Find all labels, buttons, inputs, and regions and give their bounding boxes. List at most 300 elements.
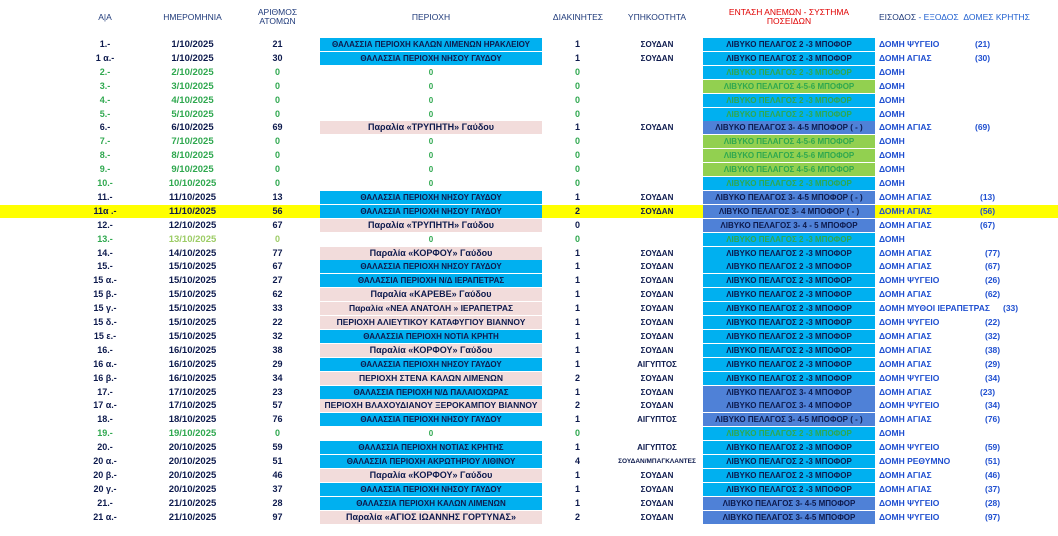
table-row xyxy=(0,260,1058,273)
table-row xyxy=(0,511,1058,524)
row-people-count: 37 xyxy=(272,483,283,494)
row-area: ΠΕΡΙΟΧΗ ΑΛΙΕΥΤΙΚΟΥ ΚΑΤΑΦΥΓΙΟΥ ΒΙΑΝΝΟΥ xyxy=(320,316,542,329)
row-number: 1 α.- xyxy=(95,52,115,63)
row-wind: ΛΙΒΥΚΟ ΠΕΛΑΓΟΣ 2 -3 ΜΠΟΦΟΡ xyxy=(703,177,875,190)
row-wind: ΛΙΒΥΚΟ ΠΕΛΑΓΟΣ 2 -3 ΜΠΟΦΟΡ xyxy=(703,66,875,79)
row-number: 1.- xyxy=(99,39,111,49)
header-entry: ΕΙΣΟΔΟΣ - ΕΞΟΔΟΣ ΔΟΜΕΣ ΚΡΗΤΗΣ xyxy=(879,11,1030,22)
row-entry xyxy=(879,274,1049,287)
row-entry-count: (76) xyxy=(985,414,1001,425)
row-people-count: 57 xyxy=(272,400,283,411)
row-wind: ΛΙΒΥΚΟ ΠΕΛΑΓΟΣ 3- 4-5 ΜΠΟΦΟΡ ( - ) xyxy=(703,413,875,426)
row-date: 16/10/2025 xyxy=(168,358,217,370)
row-date: 20/10/2025 xyxy=(168,469,217,481)
row-date: 4/10/2025 xyxy=(171,94,214,106)
row-date: 20/10/2025 xyxy=(168,483,217,495)
row-number: 5.- xyxy=(99,108,111,119)
row-nationality: ΣΟΥΔΑΝ xyxy=(640,331,674,341)
row-date: 15/10/2025 xyxy=(168,261,217,273)
row-date: 14/10/2025 xyxy=(168,247,217,259)
row-people-count: 76 xyxy=(272,414,283,425)
row-number: 15 δ.- xyxy=(93,317,117,327)
row-wind: ΛΙΒΥΚΟ ΠΕΛΑΓΟΣ 2 -3 ΜΠΟΦΟΡ xyxy=(703,302,875,315)
row-number: 2.- xyxy=(99,66,111,77)
row-entry-count: (62) xyxy=(985,289,1001,300)
row-people-count: 38 xyxy=(272,344,283,355)
row-nationality xyxy=(612,108,702,121)
row-area: ΘΑΛΑΣΣΙΑ ΠΕΡΙΟΧΗ ΑΚΡΩΤΗΡΙΟΥ ΛΙΘΙΝΟΥ xyxy=(320,455,542,468)
row-entry-facility: ΔΟΜΗ xyxy=(879,94,905,105)
row-number: 20 α.- xyxy=(93,456,117,466)
row-nationality: ΣΟΥΔΑΝ xyxy=(640,304,674,314)
table-row xyxy=(0,191,1058,204)
row-entry xyxy=(879,330,1049,343)
row-wind: ΛΙΒΥΚΟ ΠΕΛΑΓΟΣ 2 -3 ΜΠΟΦΟΡ xyxy=(703,288,875,301)
row-entry-count: (29) xyxy=(985,358,1001,369)
row-rescuers: 1 xyxy=(574,483,580,494)
row-number: 20 γ.- xyxy=(93,483,117,494)
row-number: 17.- xyxy=(97,386,113,397)
row-date: 6/10/2025 xyxy=(171,122,214,134)
row-entry xyxy=(879,358,1049,371)
row-number: 6.- xyxy=(99,122,111,133)
row-rescuers: 0 xyxy=(574,80,580,91)
row-people-count: 77 xyxy=(272,247,283,258)
row-date: 20/10/2025 xyxy=(168,456,217,467)
row-area: 0 xyxy=(428,109,434,119)
row-rescuers: 1 xyxy=(574,191,580,202)
row-number: 4.- xyxy=(99,94,111,105)
row-wind: ΛΙΒΥΚΟ ΠΕΛΑΓΟΣ 3- 4-5 ΜΠΟΦΟΡ ( - ) xyxy=(703,191,875,204)
table-row xyxy=(0,80,1058,93)
row-people-count: 0 xyxy=(274,178,280,188)
row-entry xyxy=(879,260,1049,273)
row-people-count: 29 xyxy=(272,358,283,369)
row-rescuers: 1 xyxy=(574,122,580,133)
row-area: ΘΑΛΑΣΣΙΑ ΠΕΡΙΟΧΗ ΝΗΣΟΥ ΓΑΥΔΟΥ xyxy=(320,205,542,218)
row-entry-facility: ΔΟΜΗ ΑΓΙΑΣ xyxy=(879,52,932,63)
row-area: ΠΕΡΙΟΧΗ ΣΤΕΝΑ ΚΑΛΩΝ ΛΙΜΕΝΩΝ xyxy=(320,372,542,385)
row-rescuers: 1 xyxy=(574,52,580,63)
table-row xyxy=(0,163,1058,176)
row-entry xyxy=(879,413,1049,426)
row-entry-count: (13) xyxy=(980,191,996,202)
row-rescuers: 0 xyxy=(574,233,580,244)
row-entry-count: (22) xyxy=(985,317,1001,327)
row-entry-count: (46) xyxy=(985,469,1001,480)
row-entry-count: (21) xyxy=(975,39,991,49)
row-date: 16/10/2025 xyxy=(168,372,217,384)
header-area: ΠΕΡΙΟΧΗ xyxy=(411,11,451,22)
row-entry-facility: ΔΟΜΗ ΑΓΙΑΣ xyxy=(879,219,932,230)
row-people-count: 13 xyxy=(272,191,283,202)
row-nationality xyxy=(612,177,702,190)
row-entry xyxy=(879,427,1049,440)
row-people-count: 51 xyxy=(272,456,283,466)
row-rescuers: 0 xyxy=(574,66,580,77)
row-rescuers: 0 xyxy=(574,428,580,439)
row-area: Παραλία «ΤΡΥΠΗΤΗ» Γαύδου xyxy=(320,121,542,134)
row-entry xyxy=(879,455,1049,468)
row-date: 9/10/2025 xyxy=(171,164,214,176)
row-date: 17/10/2025 xyxy=(168,400,217,412)
row-entry xyxy=(879,483,1049,496)
row-nationality xyxy=(612,66,702,79)
row-entry xyxy=(879,247,1049,260)
row-entry xyxy=(879,386,1049,399)
row-entry-facility: ΔΟΜΗ ΨΥΓΕΙΟ xyxy=(879,372,940,383)
row-entry xyxy=(879,191,1049,204)
row-number: 12.- xyxy=(97,219,113,230)
row-people-count: 23 xyxy=(272,386,283,397)
row-area: 0 xyxy=(428,67,434,77)
row-area: ΘΑΛΑΣΣΙΑ ΠΕΡΙΟΧΗ ΝΟΤΙΑ ΚΡΗΤΗ xyxy=(320,330,542,343)
row-area: 0 xyxy=(428,137,434,147)
row-date: 3/10/2025 xyxy=(171,80,214,92)
table-row xyxy=(0,330,1058,343)
row-area: ΘΑΛΑΣΣΙΑ ΠΕΡΙΟΧΗ ΝΗΣΟΥ ΓΑΥΔΟΥ xyxy=(320,413,542,426)
row-area: ΘΑΛΑΣΣΙΑ ΠΕΡΙΟΧΗ ΝΗΣΟΥ ΓΑΥΔΟΥ xyxy=(320,52,542,65)
header-aa: Α|Α xyxy=(98,11,112,22)
table-row xyxy=(0,177,1058,190)
row-wind: ΛΙΒΥΚΟ ΠΕΛΑΓΟΣ 4-5-6 ΜΠΟΦΟΡ xyxy=(703,163,875,176)
row-entry-facility: ΔΟΜΗ ΨΥΓΕΙΟ xyxy=(879,39,940,49)
row-area: Παραλία «ΝΕΑ ΑΝΑΤΟΛΗ » ΙΕΡΑΠΕΤΡΑΣ xyxy=(320,302,542,315)
row-rescuers: 2 xyxy=(574,400,580,411)
row-nationality: ΣΟΥΔΑΝ xyxy=(640,290,674,300)
row-entry-facility: ΔΟΜΗ ΑΓΙΑΣ xyxy=(879,414,932,425)
table-row xyxy=(0,469,1058,482)
row-rescuers: 0 xyxy=(574,108,580,119)
row-nationality: ΣΟΥΔΑΝ/ΜΠΑΓΚΛΑΝΤΕΣ xyxy=(618,458,696,465)
row-date: 11/10/2025 xyxy=(168,191,217,203)
row-area: Παραλία «ΚΑΡΕΒΕ» Γαύδου xyxy=(320,288,542,301)
row-entry-facility: ΔΟΜΗ xyxy=(879,150,905,161)
row-date: 20/10/2025 xyxy=(168,442,217,454)
header-date: ΗΜΕΡΟΜΗΝΙΑ xyxy=(163,11,222,22)
row-date: 7/10/2025 xyxy=(171,136,214,148)
row-people-count: 0 xyxy=(274,108,280,119)
row-nationality xyxy=(612,219,702,232)
row-entry-facility: ΔΟΜΗ ΨΥΓΕΙΟ xyxy=(879,497,940,508)
row-people-count: 62 xyxy=(272,289,283,300)
row-date: 8/10/2025 xyxy=(171,150,214,162)
row-entry-count: (37) xyxy=(985,483,1001,494)
row-nationality xyxy=(612,427,702,440)
row-number: 11α .- xyxy=(93,205,117,216)
table-row xyxy=(0,121,1058,134)
row-entry xyxy=(879,469,1049,482)
row-nationality: ΣΟΥΔΑΝ xyxy=(640,276,674,286)
row-entry xyxy=(879,497,1049,510)
row-nationality: ΣΟΥΔΑΝ xyxy=(640,206,674,216)
row-number: 15 γ.- xyxy=(93,303,117,314)
row-wind: ΛΙΒΥΚΟ ΠΕΛΑΓΟΣ 4-5-6 ΜΠΟΦΟΡ xyxy=(703,80,875,93)
row-nationality: ΣΟΥΔΑΝ xyxy=(640,262,674,272)
row-entry-facility: ΔΟΜΗ xyxy=(879,108,905,119)
row-people-count: 0 xyxy=(274,80,280,91)
row-wind: ΛΙΒΥΚΟ ΠΕΛΑΓΟΣ 2 -3 ΜΠΟΦΟΡ xyxy=(703,330,875,343)
row-date: 19/10/2025 xyxy=(168,428,217,440)
table-row xyxy=(0,386,1058,399)
row-area: Παραλία «ΤΡΥΠΗΤΗ» Γαύδου xyxy=(320,219,542,232)
row-wind: ΛΙΒΥΚΟ ΠΕΛΑΓΟΣ 2 -3 ΜΠΟΦΟΡ xyxy=(703,344,875,357)
row-people-count: 0 xyxy=(274,66,280,77)
row-entry-facility: ΔΟΜΗ xyxy=(879,164,905,175)
row-area: ΘΑΛΑΣΣΙΑ ΠΕΡΙΟΧΗ ΝΗΣΟΥ ΓΑΥΔΟΥ xyxy=(320,260,542,273)
row-nationality: ΣΟΥΔΑΝ xyxy=(640,512,674,522)
row-entry-count: (34) xyxy=(985,372,1001,383)
row-rescuers: 1 xyxy=(574,261,580,272)
row-entry-facility: ΔΟΜΗ ΑΓΙΑΣ xyxy=(879,358,932,369)
row-entry-count: (33) xyxy=(1003,303,1019,314)
row-entry xyxy=(879,441,1049,454)
row-rescuers: 1 xyxy=(574,289,580,300)
row-nationality: ΣΟΥΔΑΝ xyxy=(640,345,674,355)
row-entry-facility: ΔΟΜΗ ΑΓΙΑΣ xyxy=(879,191,932,202)
row-rescuers: 1 xyxy=(574,344,580,355)
row-rescuers: 2 xyxy=(574,511,580,522)
row-wind: ΛΙΒΥΚΟ ΠΕΛΑΓΟΣ 2 -3 ΜΠΟΦΟΡ xyxy=(703,260,875,273)
row-rescuers: 1 xyxy=(574,330,580,341)
table-row xyxy=(0,399,1058,412)
row-entry xyxy=(879,121,1049,134)
table-row xyxy=(0,247,1058,260)
row-entry-facility: ΔΟΜΗ xyxy=(879,66,905,77)
table-row xyxy=(0,38,1058,51)
row-entry xyxy=(879,316,1049,329)
row-entry-count: (97) xyxy=(985,511,1001,522)
row-wind: ΛΙΒΥΚΟ ΠΕΛΑΓΟΣ 2 -3 ΜΠΟΦΟΡ xyxy=(703,358,875,371)
row-entry-facility: ΔΟΜΗ ΨΥΓΕΙΟ xyxy=(879,400,940,411)
row-entry-facility: ΔΟΜΗ ΨΥΓΕΙΟ xyxy=(879,275,940,286)
row-number: 15 β.- xyxy=(93,289,117,300)
row-number: 13.- xyxy=(97,233,113,244)
row-people-count: 56 xyxy=(272,205,283,216)
row-date: 17/10/2025 xyxy=(168,386,217,398)
row-people-count: 0 xyxy=(274,136,280,147)
row-area: 0 xyxy=(428,234,434,244)
row-number: 9.- xyxy=(99,164,111,175)
row-nationality xyxy=(612,94,702,107)
row-date: 21/10/2025 xyxy=(168,511,217,523)
row-entry-facility: ΔΟΜΗ ΑΓΙΑΣ xyxy=(879,289,932,300)
row-people-count: 33 xyxy=(272,303,283,314)
row-entry-facility: ΔΟΜΗ ΜΥΘΟΙ ΙΕΡΑΠΕΤΡΑΣ xyxy=(879,303,990,314)
table-row xyxy=(0,455,1058,468)
row-people-count: 0 xyxy=(274,233,280,244)
row-entry xyxy=(879,344,1049,357)
row-entry xyxy=(879,163,1049,176)
table-row xyxy=(0,205,1058,218)
row-entry xyxy=(879,399,1049,412)
table-row xyxy=(0,497,1058,510)
row-entry-facility: ΔΟΜΗ ΑΓΙΑΣ xyxy=(879,344,932,355)
row-people-count: 69 xyxy=(272,122,283,133)
row-date: 16/10/2025 xyxy=(168,344,217,356)
row-area: Παραλία «ΑΓΙΟΣ ΙΩΑΝΝΗΣ ΓΟΡΤΥΝΑΣ» xyxy=(320,511,542,524)
table-row xyxy=(0,219,1058,232)
row-rescuers: 1 xyxy=(574,247,580,258)
row-number: 16 β.- xyxy=(93,372,117,383)
row-area: 0 xyxy=(428,95,434,105)
row-people-count: 0 xyxy=(274,428,280,439)
row-number: 10.- xyxy=(97,178,113,188)
row-entry-facility: ΔΟΜΗ ΑΓΙΑΣ xyxy=(879,261,932,272)
header-nationality: ΥΠΗΚΟΟΤΗΤΑ xyxy=(627,11,687,22)
row-people-count: 0 xyxy=(274,94,280,105)
row-nationality xyxy=(612,163,702,176)
header-wind: ΕΝΤΑΣΗ ΑΝΕΜΩΝ - ΣΥΣΤΗΜΑ ΠΟΣΕΙΔΩΝ xyxy=(728,7,850,26)
row-nationality: ΣΟΥΔΑΝ xyxy=(640,248,674,258)
row-date: 13/10/2025 xyxy=(168,233,217,245)
row-area: ΘΑΛΑΣΣΙΑ ΠΕΡΙΟΧΗ ΝΗΣΟΥ ΓΑΥΔΟΥ xyxy=(320,191,542,204)
row-entry-count: (59) xyxy=(985,442,1001,453)
row-number: 15 α.- xyxy=(93,275,117,286)
row-entry-facility: ΔΟΜΗ ΑΓΙΑΣ xyxy=(879,469,932,480)
row-wind: ΛΙΒΥΚΟ ΠΕΛΑΓΟΣ 2 -3 ΜΠΟΦΟΡ xyxy=(703,233,875,246)
row-date: 15/10/2025 xyxy=(168,289,217,301)
row-entry-count: (56) xyxy=(980,205,996,216)
row-wind: ΛΙΒΥΚΟ ΠΕΛΑΓΟΣ 2 -3 ΜΠΟΦΟΡ xyxy=(703,316,875,329)
row-rescuers: 1 xyxy=(574,469,580,480)
row-wind: ΛΙΒΥΚΟ ΠΕΛΑΓΟΣ 2 -3 ΜΠΟΦΟΡ xyxy=(703,455,875,468)
row-entry xyxy=(879,177,1049,190)
row-nationality: ΣΟΥΔΑΝ xyxy=(640,40,674,49)
row-area: ΘΑΛΑΣΣΙΑ ΠΕΡΙΟΧΗ ΚΑΛΩΝ ΛΙΜΕΝΩΝ xyxy=(320,497,542,510)
row-entry-count: (23) xyxy=(980,386,996,397)
row-rescuers: 1 xyxy=(574,39,580,49)
row-rescuers: 1 xyxy=(574,275,580,286)
row-rescuers: 0 xyxy=(574,136,580,147)
row-people-count: 30 xyxy=(272,52,283,63)
row-number: 21 α.- xyxy=(93,511,117,522)
row-nationality: ΣΟΥΔΑΝ xyxy=(640,498,674,508)
row-entry xyxy=(879,219,1049,232)
row-wind: ΛΙΒΥΚΟ ΠΕΛΑΓΟΣ 2 -3 ΜΠΟΦΟΡ xyxy=(703,274,875,287)
row-wind: ΛΙΒΥΚΟ ΠΕΛΑΓΟΣ 3- 4 ΜΠΟΦΟΡ xyxy=(703,399,875,412)
row-wind: ΛΙΒΥΚΟ ΠΕΛΑΓΟΣ 3- 4 ΜΠΟΦΟΡ ( - ) xyxy=(703,205,875,218)
row-number: 15 ε.- xyxy=(93,330,117,341)
row-wind: ΛΙΒΥΚΟ ΠΕΛΑΓΟΣ 2 -3 ΜΠΟΦΟΡ xyxy=(703,469,875,482)
row-wind: ΛΙΒΥΚΟ ΠΕΛΑΓΟΣ 3- 4-5 ΜΠΟΦΟΡ xyxy=(703,511,875,524)
header-rescuers: ΔΙΑΚΙΝΗΤΕΣ xyxy=(552,11,604,22)
row-area: ΘΑΛΑΣΣΙΑ ΠΕΡΙΟΧΗ ΝΟΤΙΑΣ ΚΡΗΤΗΣ xyxy=(320,441,542,454)
row-entry xyxy=(879,135,1049,148)
row-people-count: 28 xyxy=(272,497,283,508)
row-entry-facility: ΔΟΜΗ ΑΓΙΑΣ xyxy=(879,483,932,494)
row-nationality: ΑΙΓΥΠΤΟΣ xyxy=(637,359,677,369)
row-nationality xyxy=(612,233,702,246)
table-row xyxy=(0,274,1058,287)
table-row xyxy=(0,52,1058,65)
row-rescuers: 1 xyxy=(574,414,580,425)
row-area: ΘΑΛΑΣΣΙΑ ΠΕΡΙΟΧΗ ΚΑΛΩΝ ΛΙΜΕΝΩΝ ΗΡΑΚΛΕΙΟΥ xyxy=(320,38,542,51)
row-nationality: ΣΟΥΔΑΝ xyxy=(640,53,674,63)
row-nationality: ΣΟΥΔΑΝ xyxy=(640,484,674,494)
row-people-count: 32 xyxy=(272,330,283,341)
row-number: 19.- xyxy=(97,428,113,439)
table-row xyxy=(0,316,1058,329)
row-rescuers: 1 xyxy=(574,358,580,369)
row-entry xyxy=(879,66,1049,79)
row-area: ΠΕΡΙΟΧΗ ΒΛΑΧΟΥΔΙΑΝΟΥ ΞΕΡΟΚΑΜΠΟΥ ΒΙΑΝΝΟΥ xyxy=(320,399,542,412)
row-rescuers: 1 xyxy=(574,386,580,397)
row-entry xyxy=(879,233,1049,246)
table-row xyxy=(0,427,1058,440)
table-row xyxy=(0,302,1058,315)
row-entry-facility: ΔΟΜΗ xyxy=(879,178,905,188)
row-number: 11.- xyxy=(97,191,113,202)
row-area: 0 xyxy=(428,151,434,161)
row-rescuers: 1 xyxy=(574,497,580,508)
row-date: 15/10/2025 xyxy=(168,317,217,328)
table-row xyxy=(0,233,1058,246)
row-rescuers: 0 xyxy=(574,94,580,105)
row-rescuers: 1 xyxy=(574,442,580,453)
table-row xyxy=(0,358,1058,371)
row-date: 15/10/2025 xyxy=(168,275,217,287)
row-area: Παραλία «ΚΟΡΦΟΥ» Γαύδου xyxy=(320,247,542,260)
row-entry-facility: ΔΟΜΗ xyxy=(879,428,905,439)
row-number: 16 α.- xyxy=(93,358,117,369)
row-nationality: ΑΙΓΥΠΤΟΣ xyxy=(637,443,677,453)
row-nationality: ΣΟΥΔΑΝ xyxy=(640,123,674,133)
row-wind: ΛΙΒΥΚΟ ΠΕΛΑΓΟΣ 4-5-6 ΜΠΟΦΟΡ xyxy=(703,149,875,162)
row-entry-count: (28) xyxy=(985,497,1001,508)
table-row xyxy=(0,413,1058,426)
row-people-count: 0 xyxy=(274,150,280,161)
row-rescuers: 2 xyxy=(574,205,580,216)
row-area: 0 xyxy=(428,429,434,439)
row-date: 5/10/2025 xyxy=(171,108,214,120)
row-nationality: ΣΟΥΔΑΝ xyxy=(640,401,674,411)
row-area: ΘΑΛΑΣΣΙΑ ΠΕΡΙΟΧΗ Ν/Δ ΙΕΡΑΠΕΤΡΑΣ xyxy=(320,274,542,287)
row-people-count: 22 xyxy=(272,317,283,327)
row-people-count: 0 xyxy=(274,164,280,175)
row-wind: ΛΙΒΥΚΟ ΠΕΛΑΓΟΣ 2 -3 ΜΠΟΦΟΡ xyxy=(703,52,875,65)
row-people-count: 21 xyxy=(272,39,283,49)
row-people-count: 46 xyxy=(272,469,283,480)
row-date: 18/10/2025 xyxy=(168,414,217,426)
row-entry-count: (67) xyxy=(985,261,1001,272)
row-entry-facility: ΔΟΜΗ xyxy=(879,233,905,244)
row-date: 1/10/2025 xyxy=(171,52,214,64)
row-wind: ΛΙΒΥΚΟ ΠΕΛΑΓΟΣ 2 -3 ΜΠΟΦΟΡ xyxy=(703,94,875,107)
row-nationality: ΣΟΥΔΑΝ xyxy=(640,387,674,397)
row-nationality: ΣΟΥΔΑΝ xyxy=(640,192,674,202)
row-number: 15.- xyxy=(97,261,113,272)
row-entry-facility: ΔΟΜΗ ΨΥΓΕΙΟ xyxy=(879,317,940,327)
row-entry-count: (51) xyxy=(985,456,1001,466)
table-row xyxy=(0,149,1058,162)
row-number: 7.- xyxy=(99,136,111,147)
row-entry xyxy=(879,205,1049,218)
row-rescuers: 0 xyxy=(574,178,580,188)
row-wind: ΛΙΒΥΚΟ ΠΕΛΑΓΟΣ 3- 4-5 ΜΠΟΦΟΡ xyxy=(703,497,875,510)
row-number: 16.- xyxy=(97,344,113,355)
row-area: ΘΑΛΑΣΣΙΑ ΠΕΡΙΟΧΗ ΝΗΣΟΥ ΓΑΥΔΟΥ xyxy=(320,358,542,371)
row-rescuers: 0 xyxy=(574,150,580,161)
row-entry xyxy=(879,80,1049,93)
row-nationality: ΣΟΥΔΑΝ xyxy=(640,373,674,383)
row-nationality xyxy=(612,135,702,148)
row-rescuers: 1 xyxy=(574,303,580,314)
row-wind: ΛΙΒΥΚΟ ΠΕΛΑΓΟΣ 2 -3 ΜΠΟΦΟΡ xyxy=(703,441,875,454)
header-people: ΑΡΙΘΜΟΣ ΑΤΟΜΩΝ xyxy=(257,7,298,26)
row-entry-facility: ΔΟΜΗ xyxy=(879,136,905,147)
table-row xyxy=(0,94,1058,107)
